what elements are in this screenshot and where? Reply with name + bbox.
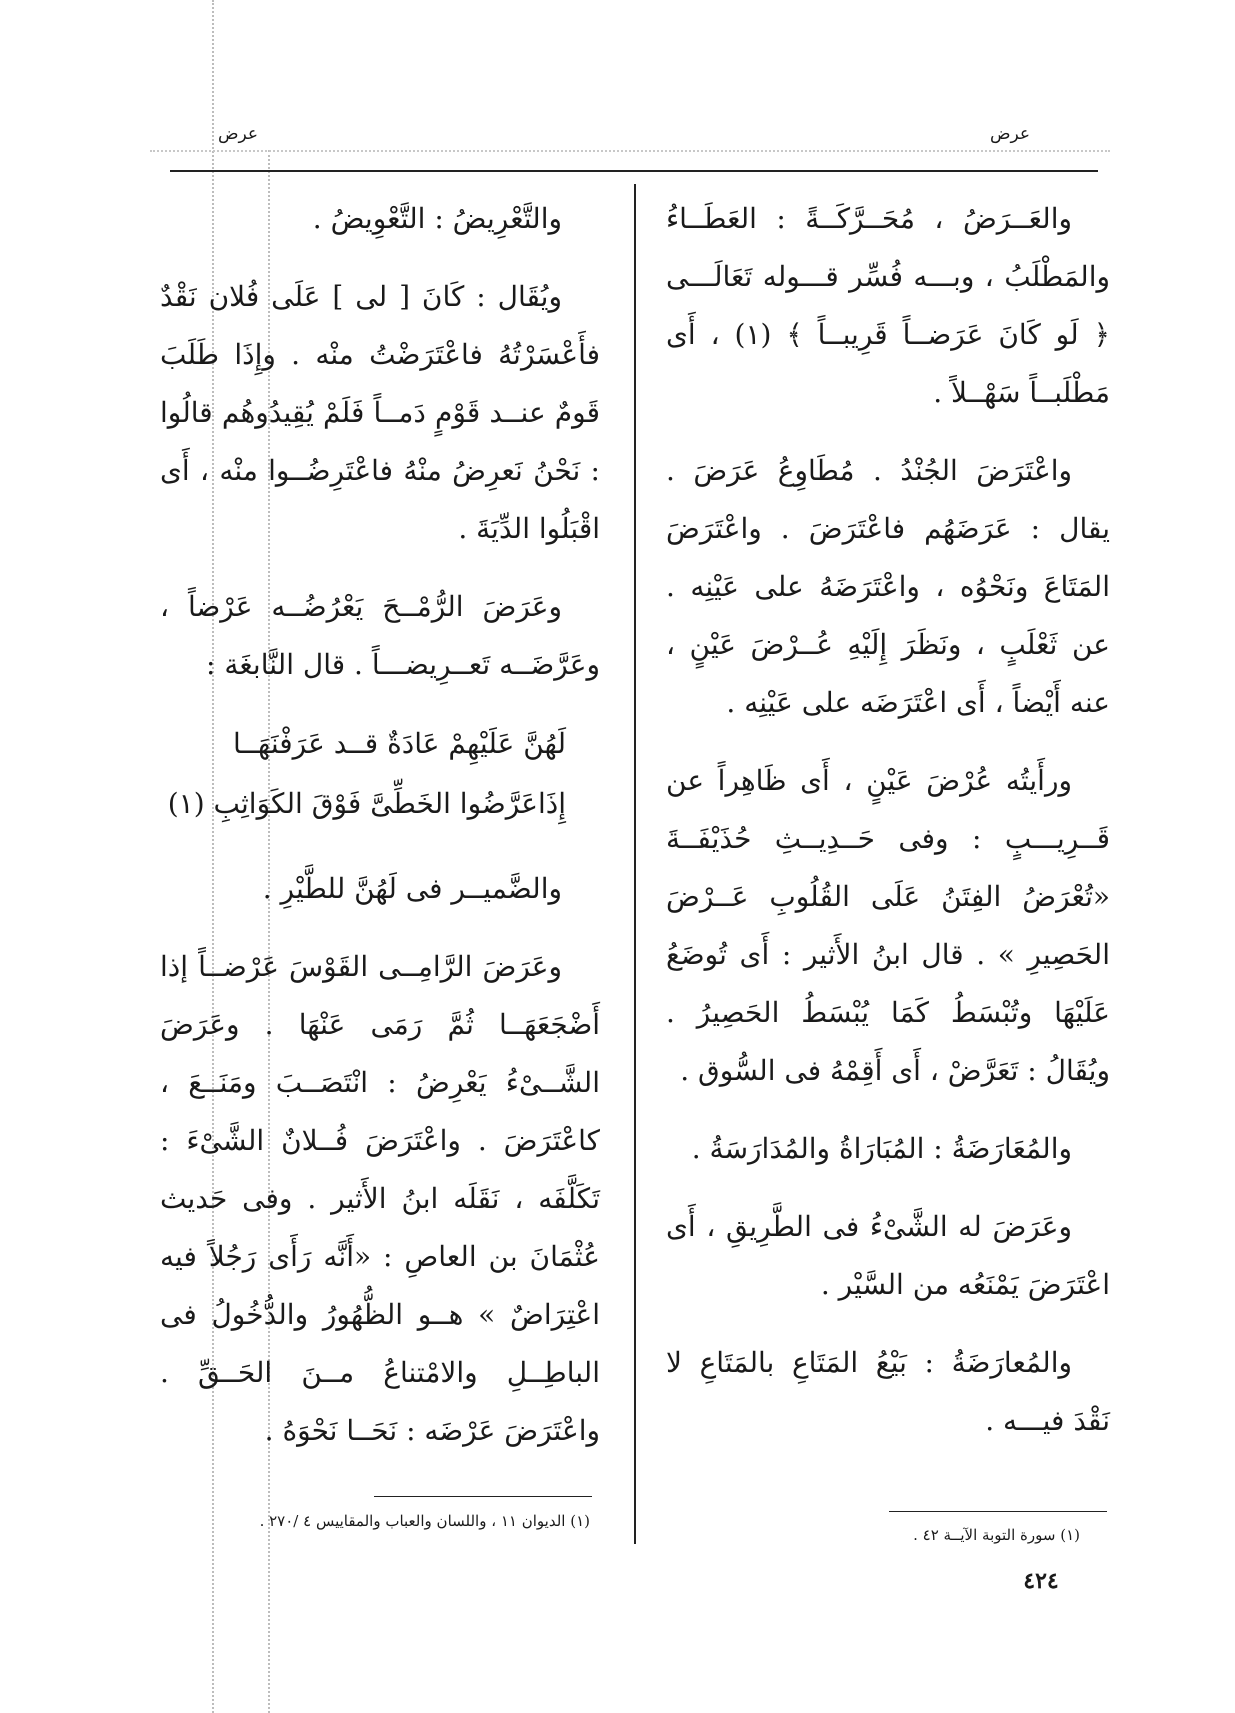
verse-line: لَهُنَّ عَلَيْهِمْ عَادَةٌ قــد عَرَفْنَهَــا (232, 727, 566, 760)
scan-guide-line (150, 150, 1110, 152)
paragraph: ويُقَال : كَانَ [ لى ] عَلَى فُلان نَقْدٌ فأَعْسَرْتُهُ فاعْتَرَضْتُ منْه . وإِذَا طَلَبَ قَومٌ عنــد قَوْمٍ دَمــاً فَلَمْ يُقِيدُوهُم قالُوا : نَحْنُ نَعرِضُ منْهُ فاعْتَرِضُــوا منْه ، أَى اقْبَلُوا الدِّيَةَ . (160, 280, 600, 545)
footnote-right: (١) سورة التوبة الآيــة ٤٢ . (913, 1526, 1080, 1544)
running-head-right: عرض (990, 124, 1031, 144)
paragraph: والمُعَارَضَةُ : المُبَارَاةُ والمُدَارَسَةُ . (691, 1132, 1072, 1165)
paragraph: والتَّعْرِيضُ : التَّعْوِيضُ . (312, 202, 562, 235)
running-head-left: عرض (218, 124, 259, 144)
paragraph: وعَرَضَ له الشَّىْءُ فى الطَّرِيقِ ، أَى اعْتَرَضَ يَمْنَعُه من السَّيْر . (666, 1210, 1110, 1301)
footnote-rule-left (374, 1496, 592, 1497)
paragraph: والمُعارَضَةُ : بَيْعُ المَتَاعِ بالمَتَاعِ لا نَقْدَ فيـــه . (666, 1346, 1110, 1437)
footnote-left: (١) الديوان ١١ ، واللسان والعباب والمقاييس ٤ /٢٧٠ . (259, 1512, 590, 1530)
paragraph: واعْتَرَضَ الجُنْدُ . مُطَاوِعُ عَرَضَ . يقال : عَرَضَهُم فاعْتَرَضَ . واعْتَرَضَ المَتَاعَ ونَحْوُه ، واعْتَرَضَهُ على عَيْنِه . عن ثَعْلَبٍ ، ونَظَرَ إِلَيْهِ عُــرْضَ عَيْنٍ ، عنه أَيْضاً ، أَى اعْتَرَضَه على عَيْنِه . (666, 454, 1110, 719)
poetry-verse (160, 714, 600, 834)
column-divider (634, 184, 636, 1544)
header-rule (170, 170, 1098, 172)
paragraph: ورأَيتُه عُرْضَ عَيْنٍ ، أَى ظَاهِراً عن قَــرِيـــبٍ : وفى حَــدِيــثِ حُذَيْفَــةَ «تُعْرَضُ الفِتَنُ عَلَى القُلُوبِ عَــرْضَ الحَصِيرِ » . قال ابنُ الأَثير : أَى تُوضَعُ عَلَيْهَا وتُبْسَطُ كَمَا يُبْسَطُ الحَصِيرُ . ويُقَالُ : تَعَرَّضْ ، أَى أَقِمْهُ فى السُّوق . (666, 764, 1110, 1087)
paragraph: والضَّميــر فى لَهُنَّ للطَّيْرِ . (262, 872, 562, 905)
page-number: ٤٢٤ (1023, 1568, 1059, 1594)
paragraph: والعَــرَضُ ، مُحَــرَّكَــةً : العَطَــاءُ والمَطْلَبُ ، وبـــه فُسِّر قـــوله تَعَالَـــى ﴿ لَو كَانَ عَرَضــاً قَرِيبــاً ﴾ (١) ، أَى مَطْلَبــاً سَهْــلاً . (666, 202, 1110, 409)
paragraph: وعَرَضَ الرَّامِــى القَوْسَ عَرْضــاً إذا أَضْجَعَهَــا ثُمَّ رَمَى عَنْهَا . وعَرَضَ الشَّــىْءُ يَعْرِضُ : انْتَصَــبَ ومَنَــعَ ، كاعْتَرَضَ . واعْتَرَضَ فُــلانٌ الشَّىْءَ : تَكَلَّفَه ، نَقَلَه ابنُ الأَثير . وفى حَديث عُثْمَانَ بن العاصِ : «أَنَّه رَأَى رَجُلاً فيه اعْتِرَاضٌ » هــو الظُّهُورُ والدُّخُولُ فى الباطِــلِ والامْتناعُ مــنَ الحَــقِّ . واعْتَرَضَ عَرْضَه : نَحَــا نَحْوَهُ . (160, 950, 600, 1447)
right-column (666, 190, 1110, 1450)
verse-line: إِذَاعَرَّضُوا الخَطِّىَّ فَوْقَ الكَوَاثِبِ (١) (167, 787, 566, 820)
left-column (160, 190, 600, 1460)
footnote-rule-right (889, 1511, 1107, 1512)
paragraph: وعَرَضَ الرُّمْــحَ يَعْرُضُــه عَرْضاً ، وعَرَّضَــه تَعــرِيضـــاً . قال النَّابغَة : (160, 590, 600, 681)
